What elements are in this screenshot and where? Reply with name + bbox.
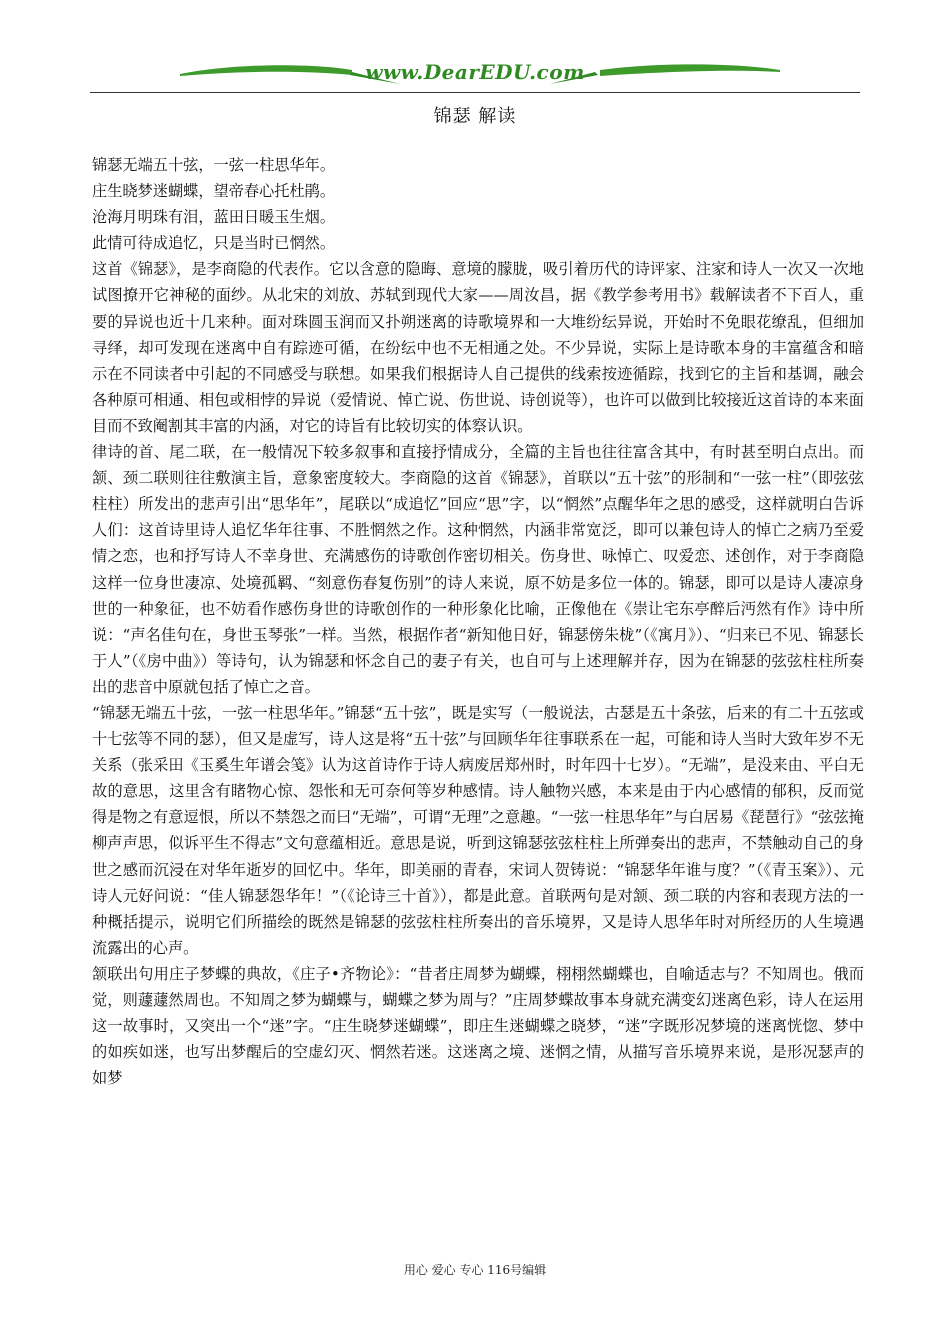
poem-line: 庄生晓梦迷蝴蝶，望帝春心托杜鹃。 xyxy=(92,182,335,201)
site-header xyxy=(90,58,860,92)
document-body xyxy=(92,152,864,1091)
poem-line: 沧海月明珠有泪，蓝田日暖玉生烟。 xyxy=(92,208,335,227)
poem-line: 锦瑟无端五十弦，一弦一柱思华年。 xyxy=(92,156,335,174)
site-logo-text: www.DearEDU.com xyxy=(365,60,585,84)
poem-line: 此情可待成追忆，只是当时已惘然。 xyxy=(92,234,335,253)
document-title: 锦瑟 解读 xyxy=(433,106,517,127)
paragraph: 颔联出句用庄子梦蝶的典故，《庄子•齐物论》：“昔者庄周梦为蝴蝶，栩栩然蝴蝶也，自喻适志与？不知周也。俄而觉，则蘧蘧然周也。不知周之梦为蝴蝶与，蝴蝶之梦为周与？”庄周梦蝶故事本身就充满变幻迷离色彩，诗人在运用这一故事时，又突出一个“迷”字。“庄生晓梦迷蝴蝶”，即庄生迷蝴蝶之晓梦，“迷”字既形况梦境的迷离恍惚、梦中的如疾如迷，也写出梦醒后的空虚幻灭、惘然若迷。这迷离之境、迷惘之情，从描写音乐境界来说，是形况瑟声的如梦 xyxy=(92,964,864,1088)
header-divider xyxy=(90,92,860,93)
page-footer: 用心 爱心 专心 116号编辑 xyxy=(403,1263,547,1277)
paragraph: 这首《锦瑟》，是李商隐的代表作。它以含意的隐晦、意境的朦胧，吸引着历代的诗评家、注家和诗人一次又一次地试图撩开它神秘的面纱。从北宋的刘放、苏轼到现代大家——周汝昌，据《教学参考用书》载解读者不下百人，重要的异说也近十几来种。面对珠圆玉润而又扑朔迷离的诗歌境界和一大堆纷纭异说，开始时不免眼花缭乱，但细加寻绎，却可发现在迷离中自有踪迹可循，在纷纭中也不无相通之处。不少异说，实际上是诗歌本身的丰富蕴含和暗示在不同读者中引起的不同感受与联想。如果我们根据诗人自己提供的线索按迹循踪，找到它的主旨和基调，融会各种原可相通、相包或相悖的异说（爱情说、悼亡说、伤世说、诗创说等），也许可以做到比较接近这首诗的本来面目而不致阉割其丰富的内涵，对它的诗旨有比较切实的体察认识。 xyxy=(92,260,864,435)
paragraph: 律诗的首、尾二联，在一般情况下较多叙事和直接抒情成分，全篇的主旨也往往富含其中，有时甚至明白点出。而颔、颈二联则往往敷演主旨，意象密度较大。李商隐的这首《锦瑟》，首联以“五十弦”的形制和“一弦一柱”（即弦弦柱柱）所发出的悲声引出“思华年”，尾联以“成追忆”回应“思”字，以“惘然”点醒华年之思的感受，这样就明白告诉人们：这首诗里诗人追忆华年往事、不胜惘然之作。这种惘然，内涵非常宽泛，即可以兼包诗人的悼亡之病乃至爱情之恋，也和抒写诗人不幸身世、充满感伤的诗歌创作密切相关。伤身世、咏悼亡、叹爱恋、述创作，对于李商隐这样一位身世凄凉、处境孤羁、“刻意伤春复伤别”的诗人来说，原不妨是多位一体的。锦瑟，即可以是诗人凄凉身世的一种象征，也不妨看作感伤身世的诗歌创作的一种形象化比喻，正像他在《崇让宅东亭醉后沔然有作》诗中所说：“声名佳句在，身世玉琴张”一样。当然，根据作者“新知他日好，锦瑟傍朱栊”（《寓月》）、“归来已不见、锦瑟长于人”（《房中曲》）等诗句，认为锦瑟和怀念自己的妻子有关，也自可与上述理解并存，因为在锦瑟的弦弦柱柱所奏出的悲音中原就包括了悼亡之音。 xyxy=(92,443,864,696)
paragraph: “锦瑟无端五十弦，一弦一柱思华年。”锦瑟“五十弦”，既是实写（一般说法，古瑟是五十条弦，后来的有二十五弦或十七弦等不同的瑟），但又是虚写，诗人这是将“五十弦”与回顾华年往事联系在一起，可能和诗人当时大致年岁不无关系（张采田《玉奚生年谱会笺》认为这首诗作于诗人病废居郑州时，时年四十七岁）。“无端”，是没来由、平白无故的意思，这里含有睹物心惊、怨怅和无可奈何等岁种感情。诗人触物兴感，本来是由于内心感情的郁积，反而觉得是物之有意逗恨，所以不禁怨之而曰“无端”，可谓“无理”之意趣。“一弦一柱思华年”与白居易《琵琶行》“弦弦掩柳声声思，似诉平生不得志”文句意蕴相近。意思是说，听到这锦瑟弦弦柱柱上所弹奏出的悲声，不禁触动自己的身世之感而沉浸在对华年逝岁的回忆中。华年，即美丽的青春，宋词人贺铸说：“锦瑟华年谁与度？”（《青玉案》）、元诗人元好问说：“佳人锦瑟怨华年！”（《论诗三十首》），都是此意。首联两句是对颔、颈二联的内容和表现方法的一种概括提示，说明它们所描绘的既然是锦瑟的弦弦柱柱所奏出的音乐境界，又是诗人思华年时对所经历的人生境遇流露出的心声。 xyxy=(92,703,864,957)
